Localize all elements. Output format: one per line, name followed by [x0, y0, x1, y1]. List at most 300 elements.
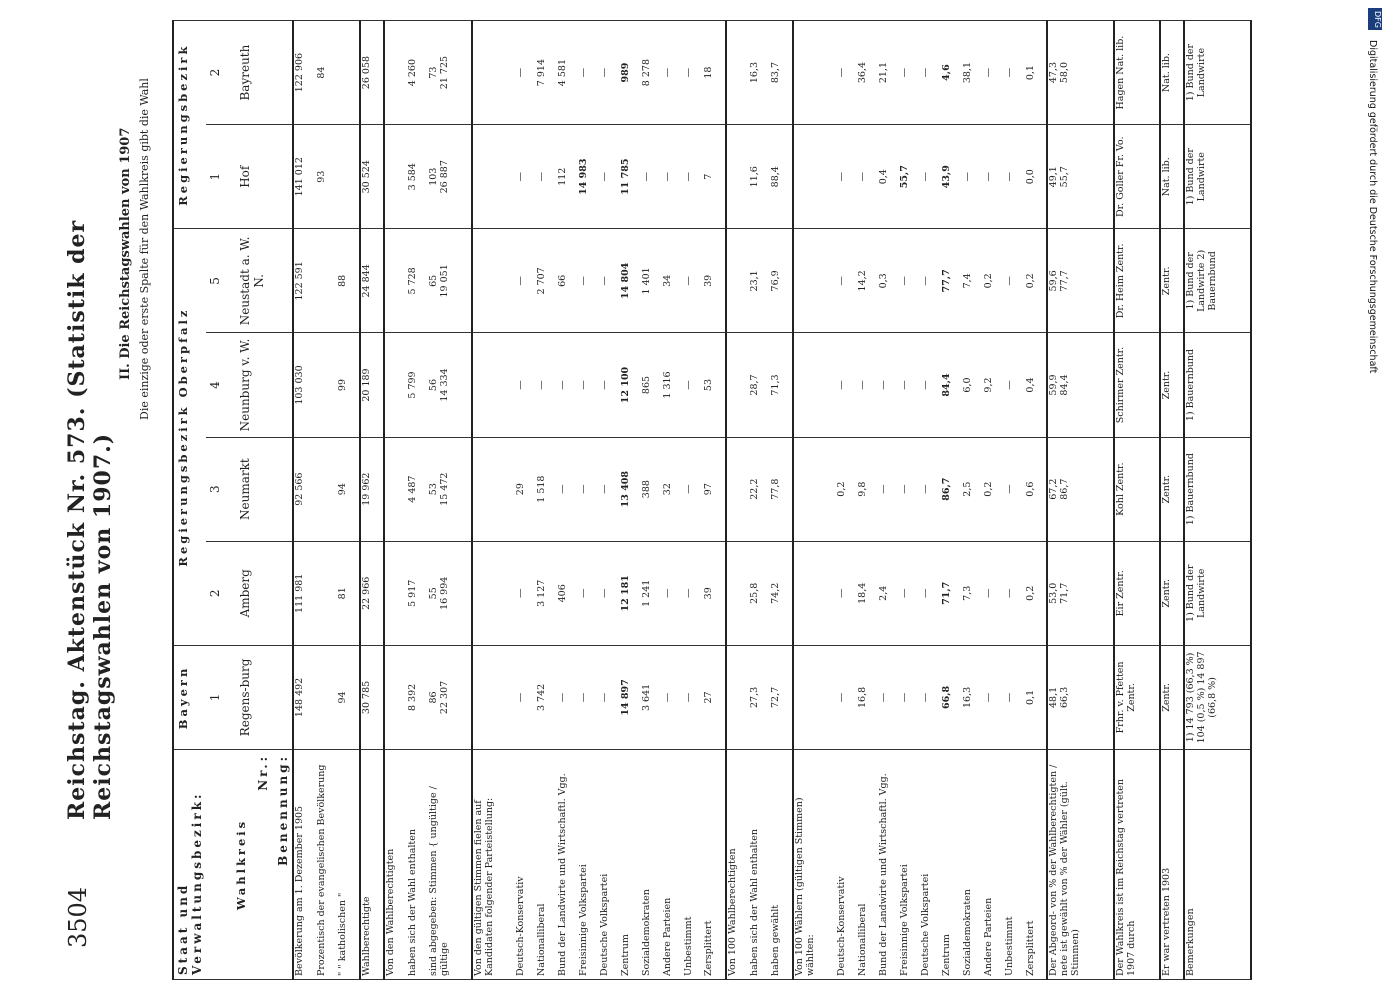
table-cell: 19 962 — [360, 437, 385, 541]
table-row — [662, 21, 683, 980]
table-cell: 16,3 — [962, 645, 983, 749]
table-cell — [726, 125, 749, 229]
page-header — [52, 20, 116, 980]
table-cell: 27 — [703, 645, 726, 749]
page-number: 3504 — [64, 886, 92, 948]
table-cell: 5 728 — [407, 229, 428, 333]
table-cell: 72,7 — [770, 645, 793, 749]
table-cell — [337, 125, 360, 229]
row-label: Von den Wahlberechtigten — [384, 750, 407, 980]
table-cell — [472, 541, 516, 645]
table-cell: — — [1004, 333, 1025, 437]
table-cell: Zentr. — [1160, 437, 1185, 541]
table-cell: — — [515, 541, 536, 645]
table-cell: — — [641, 125, 662, 229]
table-cell: 88 — [337, 229, 360, 333]
table-cell — [384, 21, 407, 125]
table-cell: 26 058 — [360, 21, 385, 125]
table-cell: — — [662, 645, 683, 749]
table-cell: 53,0 71,7 — [1047, 541, 1114, 645]
table-cell: 5 799 — [407, 333, 428, 437]
table-cell: 59,6 77,7 — [1047, 229, 1114, 333]
table-cell: 0,1 — [1025, 645, 1048, 749]
table-row — [1025, 21, 1048, 980]
table-cell — [384, 645, 407, 749]
table-cell: — — [599, 437, 620, 541]
table-cell: — — [599, 125, 620, 229]
table-cell: 4 260 — [407, 21, 428, 125]
table-row — [536, 21, 557, 980]
table-cell: — — [683, 333, 704, 437]
row-label: Nationalliberal — [536, 750, 557, 980]
table-cell — [726, 21, 749, 125]
table-cell: 3 742 — [536, 645, 557, 749]
row-label: Freisinnige Volkspartei — [899, 750, 920, 980]
table-cell: 0,2 — [983, 229, 1004, 333]
table-cell: 53 15 472 — [428, 437, 472, 541]
table-cell: 32 — [662, 437, 683, 541]
table-cell: 21,1 — [878, 21, 899, 125]
row-label: Bemerkungen — [1184, 750, 1251, 980]
table-row — [360, 21, 385, 980]
table-cell: — — [836, 333, 857, 437]
table-cell: Kohl Zentr. — [1114, 437, 1160, 541]
table-cell — [726, 229, 749, 333]
table-cell: — — [599, 229, 620, 333]
table-cell — [793, 21, 837, 125]
row-label: Unbestimmt — [683, 750, 704, 980]
table-cell: 36,4 — [857, 21, 878, 125]
table-cell: 2,5 — [962, 437, 983, 541]
nr-label: Nr.: — [256, 754, 270, 791]
table-row — [316, 21, 337, 980]
table-cell: — — [857, 125, 878, 229]
table-cell: 30 524 — [360, 125, 385, 229]
table-cell: 28,7 — [749, 333, 770, 437]
table-cell: — — [920, 229, 941, 333]
table-cell: — — [920, 21, 941, 125]
district-nr-6: 1 — [206, 125, 237, 229]
row-label: Von den gültigen Stimmen fielen auf Kandidaten folgender Parteistellung: — [472, 750, 516, 980]
table-cell: 25,8 — [749, 541, 770, 645]
table-cell: — — [1004, 229, 1025, 333]
table-row — [1114, 21, 1160, 980]
table-cell: Eir Zentr. — [1114, 541, 1160, 645]
table-cell: 59,9 84,4 — [1047, 333, 1114, 437]
table-cell: — — [557, 437, 578, 541]
table-cell: 23,1 — [749, 229, 770, 333]
table-cell: — — [983, 21, 1004, 125]
table-cell: 71,7 — [941, 541, 962, 645]
table-row — [749, 21, 770, 980]
district-name-5: Neustadt a. W. N. — [236, 229, 293, 333]
table-cell: 1) Bund der Landwirte — [1184, 21, 1251, 125]
table-cell: 1 401 — [641, 229, 662, 333]
table-cell — [726, 437, 749, 541]
table-cell: — — [983, 541, 1004, 645]
table-row — [384, 21, 407, 980]
table-cell: — — [899, 645, 920, 749]
table-cell: 112 — [557, 125, 578, 229]
table-body — [293, 21, 1251, 980]
table-cell — [472, 645, 516, 749]
table-cell: — — [662, 21, 683, 125]
table-cell: — — [515, 645, 536, 749]
table-cell: 56 14 334 — [428, 333, 472, 437]
row-label: Freisinnige Volkspartei — [578, 750, 599, 980]
table-row — [641, 21, 662, 980]
table-cell: 76,9 — [770, 229, 793, 333]
row-label: Unbestimmt — [1004, 750, 1025, 980]
table-cell: — — [536, 125, 557, 229]
row-label: Zentrum — [941, 750, 962, 980]
table-cell — [384, 229, 407, 333]
table-cell — [316, 645, 337, 749]
table-cell: — — [1004, 645, 1025, 749]
table-cell — [472, 333, 516, 437]
table-cell: 989 — [620, 21, 641, 125]
table-cell: 67,2 86,7 — [1047, 437, 1114, 541]
table-cell: 0,2 — [983, 437, 1004, 541]
table-cell: — — [1004, 125, 1025, 229]
table-cell: 34 — [662, 229, 683, 333]
table-cell: — — [983, 125, 1004, 229]
row-label: Der Wahlkreis ist im Reichstag vertreten 1907 durch — [1114, 750, 1160, 980]
district-nr-3: 3 — [206, 437, 237, 541]
table-cell: 14 897 — [620, 645, 641, 749]
table-row — [515, 21, 536, 980]
row-label: Deutsche Volkspartei — [920, 750, 941, 980]
table-cell: 865 — [641, 333, 662, 437]
table-cell: — — [662, 125, 683, 229]
table-cell: — — [836, 229, 857, 333]
table-cell: 73 21 725 — [428, 21, 472, 125]
table-cell: 12 100 — [620, 333, 641, 437]
table-cell: 93 — [316, 125, 337, 229]
table-cell: 86 22 307 — [428, 645, 472, 749]
table-cell: 5 917 — [407, 541, 428, 645]
table-cell: — — [515, 333, 536, 437]
table-row — [878, 21, 899, 980]
row-label: Bund der Landwirte und Wirtschaftl. Vgg. — [557, 750, 578, 980]
table-row — [770, 21, 793, 980]
table-cell: — — [515, 21, 536, 125]
table-cell: Nat. lib. — [1160, 125, 1185, 229]
table-cell: — — [578, 229, 599, 333]
table-cell: 92 566 — [293, 437, 316, 541]
table-cell: Zentr. — [1160, 645, 1185, 749]
section-subtitle: Die einzige oder erste Spalte für den Wahlkreis gibt die Wahl — [138, 78, 151, 420]
table-cell: — — [983, 645, 1004, 749]
table-row — [793, 21, 837, 980]
table-row — [1184, 21, 1251, 980]
table-cell: Dr. Goller Fr. Vo. — [1114, 125, 1160, 229]
row-label: Von 100 Wahlberechtigten — [726, 750, 749, 980]
table-row — [599, 21, 620, 980]
table-cell: 103 26 887 — [428, 125, 472, 229]
section-title: II. Die Reichstagswahlen von 1907 — [118, 127, 133, 380]
table-cell: — — [683, 645, 704, 749]
table-cell: 11 785 — [620, 125, 641, 229]
table-cell: 8 392 — [407, 645, 428, 749]
row-label: Sozialdemokraten — [641, 750, 662, 980]
table-cell: — — [920, 645, 941, 749]
table-cell: — — [662, 541, 683, 645]
table-cell: 53 — [703, 333, 726, 437]
table-row — [1160, 21, 1185, 980]
table-cell — [726, 541, 749, 645]
table-cell: 14,2 — [857, 229, 878, 333]
table-cell: 66 — [557, 229, 578, 333]
table-cell: — — [683, 229, 704, 333]
region-oberpfalz-header: Regierungsbezirk Oberpfalz — [173, 229, 206, 646]
table-cell — [472, 21, 516, 125]
table-cell: — — [836, 541, 857, 645]
district-nr-2: 2 — [206, 541, 237, 645]
table-cell: — — [599, 333, 620, 437]
row-label: Er war vertreten 1903 — [1160, 750, 1185, 980]
table-cell: 84,4 — [941, 333, 962, 437]
table-cell: 0,6 — [1025, 437, 1048, 541]
district-nr-1: 1 — [206, 645, 237, 749]
wahlkreis-label: Wahlkreis — [234, 818, 248, 911]
table-cell: — — [683, 541, 704, 645]
region-oberfranken-header: Regierungsbezirk — [173, 21, 206, 229]
table-cell: 4,6 — [941, 21, 962, 125]
table-cell — [793, 437, 837, 541]
row-label: Zersplittert — [1025, 750, 1048, 980]
table-cell: 1) Bund der Landwirte — [1184, 541, 1251, 645]
table-cell: 7,3 — [962, 541, 983, 645]
table-cell: 141 012 — [293, 125, 316, 229]
table-cell: 97 — [703, 437, 726, 541]
table-row — [578, 21, 599, 980]
table-cell: Frhr. v. Pfetten Zentr. — [1114, 645, 1160, 749]
table-cell: 103 030 — [293, 333, 316, 437]
table-cell: 3 127 — [536, 541, 557, 645]
table-cell: 74,2 — [770, 541, 793, 645]
table-cell: 2 707 — [536, 229, 557, 333]
table-cell: 7 — [703, 125, 726, 229]
table-cell — [793, 333, 837, 437]
table-cell: 20 189 — [360, 333, 385, 437]
table-cell: 148 492 — [293, 645, 316, 749]
table-cell: 14 804 — [620, 229, 641, 333]
district-name-3: Neumarkt — [236, 437, 293, 541]
table-cell: 99 — [337, 333, 360, 437]
table-cell: Zentr. — [1160, 333, 1185, 437]
table-cell: 18 — [703, 21, 726, 125]
table-cell: 81 — [337, 541, 360, 645]
table-cell — [726, 333, 749, 437]
table-cell — [793, 541, 837, 645]
table-cell: 1) Bauernbund — [1184, 333, 1251, 437]
table-cell — [316, 333, 337, 437]
table-cell: 13 408 — [620, 437, 641, 541]
table-cell: — — [515, 229, 536, 333]
table-cell: — — [899, 229, 920, 333]
row-label: Deutsche Volkspartei — [599, 750, 620, 980]
table-cell: 84 — [316, 21, 337, 125]
row-label: Von 100 Wählern (gültigen Stimmen) wählten: — [793, 750, 837, 980]
table-cell: 0,2 — [836, 437, 857, 541]
table-cell: Zentr. — [1160, 541, 1185, 645]
table-cell — [472, 125, 516, 229]
table-cell — [316, 541, 337, 645]
table-cell: 39 — [703, 541, 726, 645]
table-cell: 122 906 — [293, 21, 316, 125]
table-cell: 29 — [515, 437, 536, 541]
table-cell: 86,7 — [941, 437, 962, 541]
table-row — [941, 21, 962, 980]
table-cell: — — [557, 333, 578, 437]
row-label: haben gewählt — [770, 750, 793, 980]
table-cell: 55,7 — [899, 125, 920, 229]
table-cell: 18,4 — [857, 541, 878, 645]
table-cell: — — [1004, 21, 1025, 125]
table-cell — [337, 21, 360, 125]
table-cell: Hagen Nat. lib. — [1114, 21, 1160, 125]
table-row — [962, 21, 983, 980]
table-cell: 11,6 — [749, 125, 770, 229]
row-label: Sozialdemokraten — [962, 750, 983, 980]
table-row — [899, 21, 920, 980]
row-label: Der Abgeord- von % der Wahlberechtigten / nete ist gewählt von % der Wähler (gült. Stimmen) — [1047, 750, 1114, 980]
table-cell: — — [578, 541, 599, 645]
table-cell: 9,8 — [857, 437, 878, 541]
table-cell: 0,4 — [1025, 333, 1048, 437]
state-header: Bayern — [173, 645, 206, 749]
table-cell: — — [899, 437, 920, 541]
table-row — [983, 21, 1004, 980]
table-row — [920, 21, 941, 980]
table-cell: 1 316 — [662, 333, 683, 437]
table-row — [703, 21, 726, 980]
table-cell: 22,2 — [749, 437, 770, 541]
table-cell: 47,3 58,0 — [1047, 21, 1114, 125]
district-name-2: Amberg — [236, 541, 293, 645]
district-nr-7: 2 — [206, 21, 237, 125]
table-cell — [472, 437, 516, 541]
district-nr-4: 4 — [206, 333, 237, 437]
table-cell: 4 581 — [557, 21, 578, 125]
row-label: Bund der Landwirte und Wirtschaftl. Vgg. — [878, 750, 899, 980]
table-cell: 16,8 — [857, 645, 878, 749]
data-table — [172, 20, 1252, 980]
district-name-6: Hof — [236, 125, 293, 229]
table-row — [1004, 21, 1025, 980]
table-cell: — — [599, 645, 620, 749]
table-cell: — — [578, 437, 599, 541]
table-cell: 24 844 — [360, 229, 385, 333]
table-cell: 12 181 — [620, 541, 641, 645]
table-cell: — — [578, 333, 599, 437]
table-cell: — — [536, 333, 557, 437]
table-row — [726, 21, 749, 980]
label-column-header — [173, 750, 293, 980]
table-cell: — — [599, 541, 620, 645]
table-cell: 1 241 — [641, 541, 662, 645]
table-cell: — — [899, 333, 920, 437]
table-cell — [384, 333, 407, 437]
table-cell — [793, 125, 837, 229]
table-cell: — — [899, 541, 920, 645]
row-label: sind abgegeben: Stimmen { ungültige / gültige — [428, 750, 472, 980]
table-cell: 0,1 — [1025, 21, 1048, 125]
table-cell: 94 — [337, 645, 360, 749]
table-cell: Zentr. — [1160, 229, 1185, 333]
table-cell: 48,1 66,3 — [1047, 645, 1114, 749]
table-cell: 6,0 — [962, 333, 983, 437]
dfg-logo: DFG — [1368, 8, 1382, 30]
table-row — [407, 21, 428, 980]
table-cell: — — [962, 125, 983, 229]
table-cell: 1) Bund der Landwirte 2) Bauernbund — [1184, 229, 1251, 333]
table-cell: 22 966 — [360, 541, 385, 645]
table-cell: — — [836, 645, 857, 749]
table-cell: 0,2 — [1025, 541, 1048, 645]
table-cell: 83,7 — [770, 21, 793, 125]
table-cell — [472, 229, 516, 333]
table-cell: — — [599, 21, 620, 125]
table-cell: 66,8 — [941, 645, 962, 749]
document-page — [52, 20, 1342, 980]
table-cell: 2,4 — [878, 541, 899, 645]
statistics-table — [172, 20, 1219, 980]
table-cell: 3 584 — [407, 125, 428, 229]
table-cell: 111 981 — [293, 541, 316, 645]
table-cell: 16,3 — [749, 21, 770, 125]
table-cell: 94 — [337, 437, 360, 541]
table-cell: 122 591 — [293, 229, 316, 333]
table-cell: 39 — [703, 229, 726, 333]
table-cell: 1) Bauernbund — [1184, 437, 1251, 541]
table-cell: — — [878, 333, 899, 437]
table-cell: 30 785 — [360, 645, 385, 749]
table-cell: — — [899, 21, 920, 125]
table-cell: 38,1 — [962, 21, 983, 125]
table-cell — [384, 125, 407, 229]
district-name-7: Bayreuth — [236, 21, 293, 125]
district-name-1: Regens-burg — [236, 645, 293, 749]
table-cell: — — [920, 541, 941, 645]
name-label: Benennung: — [276, 754, 290, 866]
table-cell — [793, 645, 837, 749]
table-row — [337, 21, 360, 980]
table-cell: — — [878, 645, 899, 749]
table-cell: 3 641 — [641, 645, 662, 749]
table-cell — [316, 437, 337, 541]
row-label: Deutsch-Konservativ — [836, 750, 857, 980]
table-cell: 0,4 — [878, 125, 899, 229]
table-row — [836, 21, 857, 980]
row-label: haben sich der Wahl enthalten — [407, 750, 428, 980]
table-row — [683, 21, 704, 980]
table-row — [428, 21, 472, 980]
table-cell: 55 16 994 — [428, 541, 472, 645]
table-cell: 388 — [641, 437, 662, 541]
row-label: Deutsch-Konservativ — [515, 750, 536, 980]
table-row — [620, 21, 641, 980]
table-cell: 7 914 — [536, 21, 557, 125]
table-cell: 0,3 — [878, 229, 899, 333]
table-row — [857, 21, 878, 980]
table-cell: 88,4 — [770, 125, 793, 229]
table-cell: — — [920, 125, 941, 229]
table-row — [472, 21, 516, 980]
table-row — [1047, 21, 1114, 980]
table-cell: 1) 14 793 (66,3 %) 104 (0,5 %) 14 897 (66,8 %) — [1184, 645, 1251, 749]
